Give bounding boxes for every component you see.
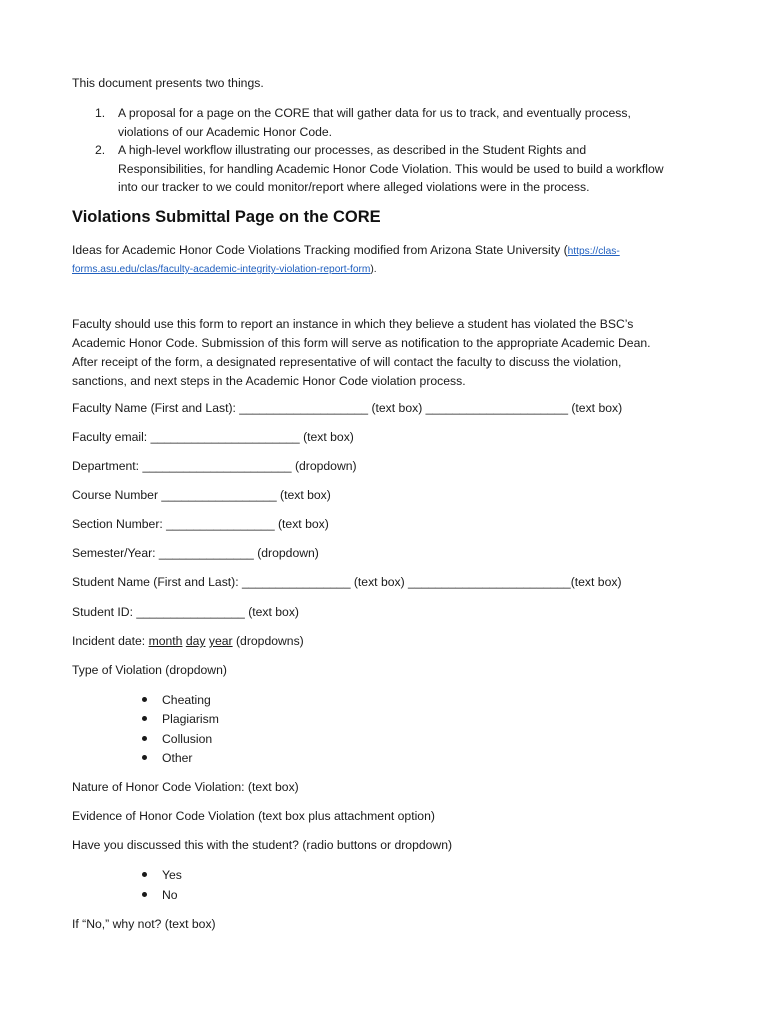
field-semester-year: Semester/Year: ______________ (dropdown) xyxy=(72,546,319,560)
paragraph-line: Faculty should use this form to report an instance in which they believe a student has violated the BSC’s xyxy=(72,317,634,331)
asu-link[interactable]: https://clas- xyxy=(567,246,620,257)
list-item xyxy=(142,712,219,726)
asu-link-continued[interactable]: forms.asu.edu/clas/faculty-academic-integrity-violation-report-form xyxy=(72,264,371,275)
option-label: Cheating xyxy=(162,693,211,707)
option-label: Plagiarism xyxy=(162,712,219,726)
list-item xyxy=(142,751,192,765)
field-department: Department: ______________________ (dropdown) xyxy=(72,459,357,473)
incident-label: Incident date: xyxy=(72,634,149,648)
field-student-name: Student Name (First and Last): ________________ (text box) ________________________(text box) xyxy=(72,575,622,589)
option-label: Collusion xyxy=(162,732,213,746)
list-item xyxy=(142,693,211,707)
incident-day: day xyxy=(185,634,206,648)
field-student-id: Student ID: ________________ (text box) xyxy=(72,605,299,619)
intro-text: This document presents two things. xyxy=(72,76,264,90)
field-faculty-name: Faculty Name (First and Last): ___________________ (text box) _____________________ (text box) xyxy=(72,401,623,415)
field-incident-date xyxy=(72,634,304,648)
list-line: A high-level workflow illustrating our processes, as described in the Student Rights and xyxy=(118,143,587,157)
field-course-number: Course Number _________________ (text box) xyxy=(72,488,331,502)
list-line: into our tracker to we could monitor/report where alleged violations were in the process. xyxy=(118,180,590,194)
faculty-paragraph xyxy=(72,315,651,391)
bullet-icon xyxy=(142,716,147,721)
section-heading: Violations Submittal Page on the CORE xyxy=(72,208,381,226)
bullet-icon xyxy=(142,736,147,741)
incident-month: month xyxy=(148,634,183,648)
list-number: 2. xyxy=(95,143,106,157)
paragraph-line: Academic Honor Code. Submission of this form will serve as notification to the appropriate Academic Dean. xyxy=(72,336,651,350)
list-number: 1. xyxy=(95,106,106,120)
bullet-icon xyxy=(142,755,147,760)
bullet-icon xyxy=(142,892,147,897)
list-line: violations of our Academic Honor Code. xyxy=(118,124,333,139)
incident-year: year xyxy=(208,634,233,648)
ideas-text: Ideas for Academic Honor Code Violations Tracking modified from Arizona State University ( xyxy=(72,243,568,257)
list-item xyxy=(142,732,212,746)
option-label: Other xyxy=(162,751,193,765)
field-section-number: Section Number: ________________ (text box) xyxy=(72,517,329,531)
ideas-line xyxy=(72,243,620,257)
bullet-icon xyxy=(142,872,147,877)
field-discussed: Have you discussed this with the student? (radio buttons or dropdown) xyxy=(72,838,453,852)
bullet-icon xyxy=(142,697,147,702)
field-nature: Nature of Honor Code Violation: (text box) xyxy=(72,780,299,794)
list-line: A proposal for a page on the CORE that will gather data for us to track, and eventually process, xyxy=(118,106,631,120)
field-faculty-email: Faculty email: ______________________ (text box) xyxy=(72,430,354,444)
paragraph-line: sanctions, and next steps in the Academic Honor Code violation process. xyxy=(72,374,466,388)
ideas-link-line xyxy=(72,261,377,275)
option-label: No xyxy=(162,888,178,902)
field-evidence: Evidence of Honor Code Violation (text box plus attachment option) xyxy=(72,809,435,823)
incident-suffix: (dropdowns) xyxy=(232,634,304,648)
paragraph-line: After receipt of the form, a designated representative of will contact the faculty to discuss the violation, xyxy=(72,355,622,369)
field-why-not: If “No,” why not? (text box) xyxy=(72,917,216,931)
ideas-close: ). xyxy=(370,264,377,275)
list-item xyxy=(142,868,182,882)
list-item xyxy=(142,888,178,902)
field-violation-type: Type of Violation (dropdown) xyxy=(72,663,227,677)
option-label: Yes xyxy=(162,868,182,882)
list-line: Responsibilities, for handling Academic Honor Code Violation. This would be used to build a workflow xyxy=(118,161,664,176)
